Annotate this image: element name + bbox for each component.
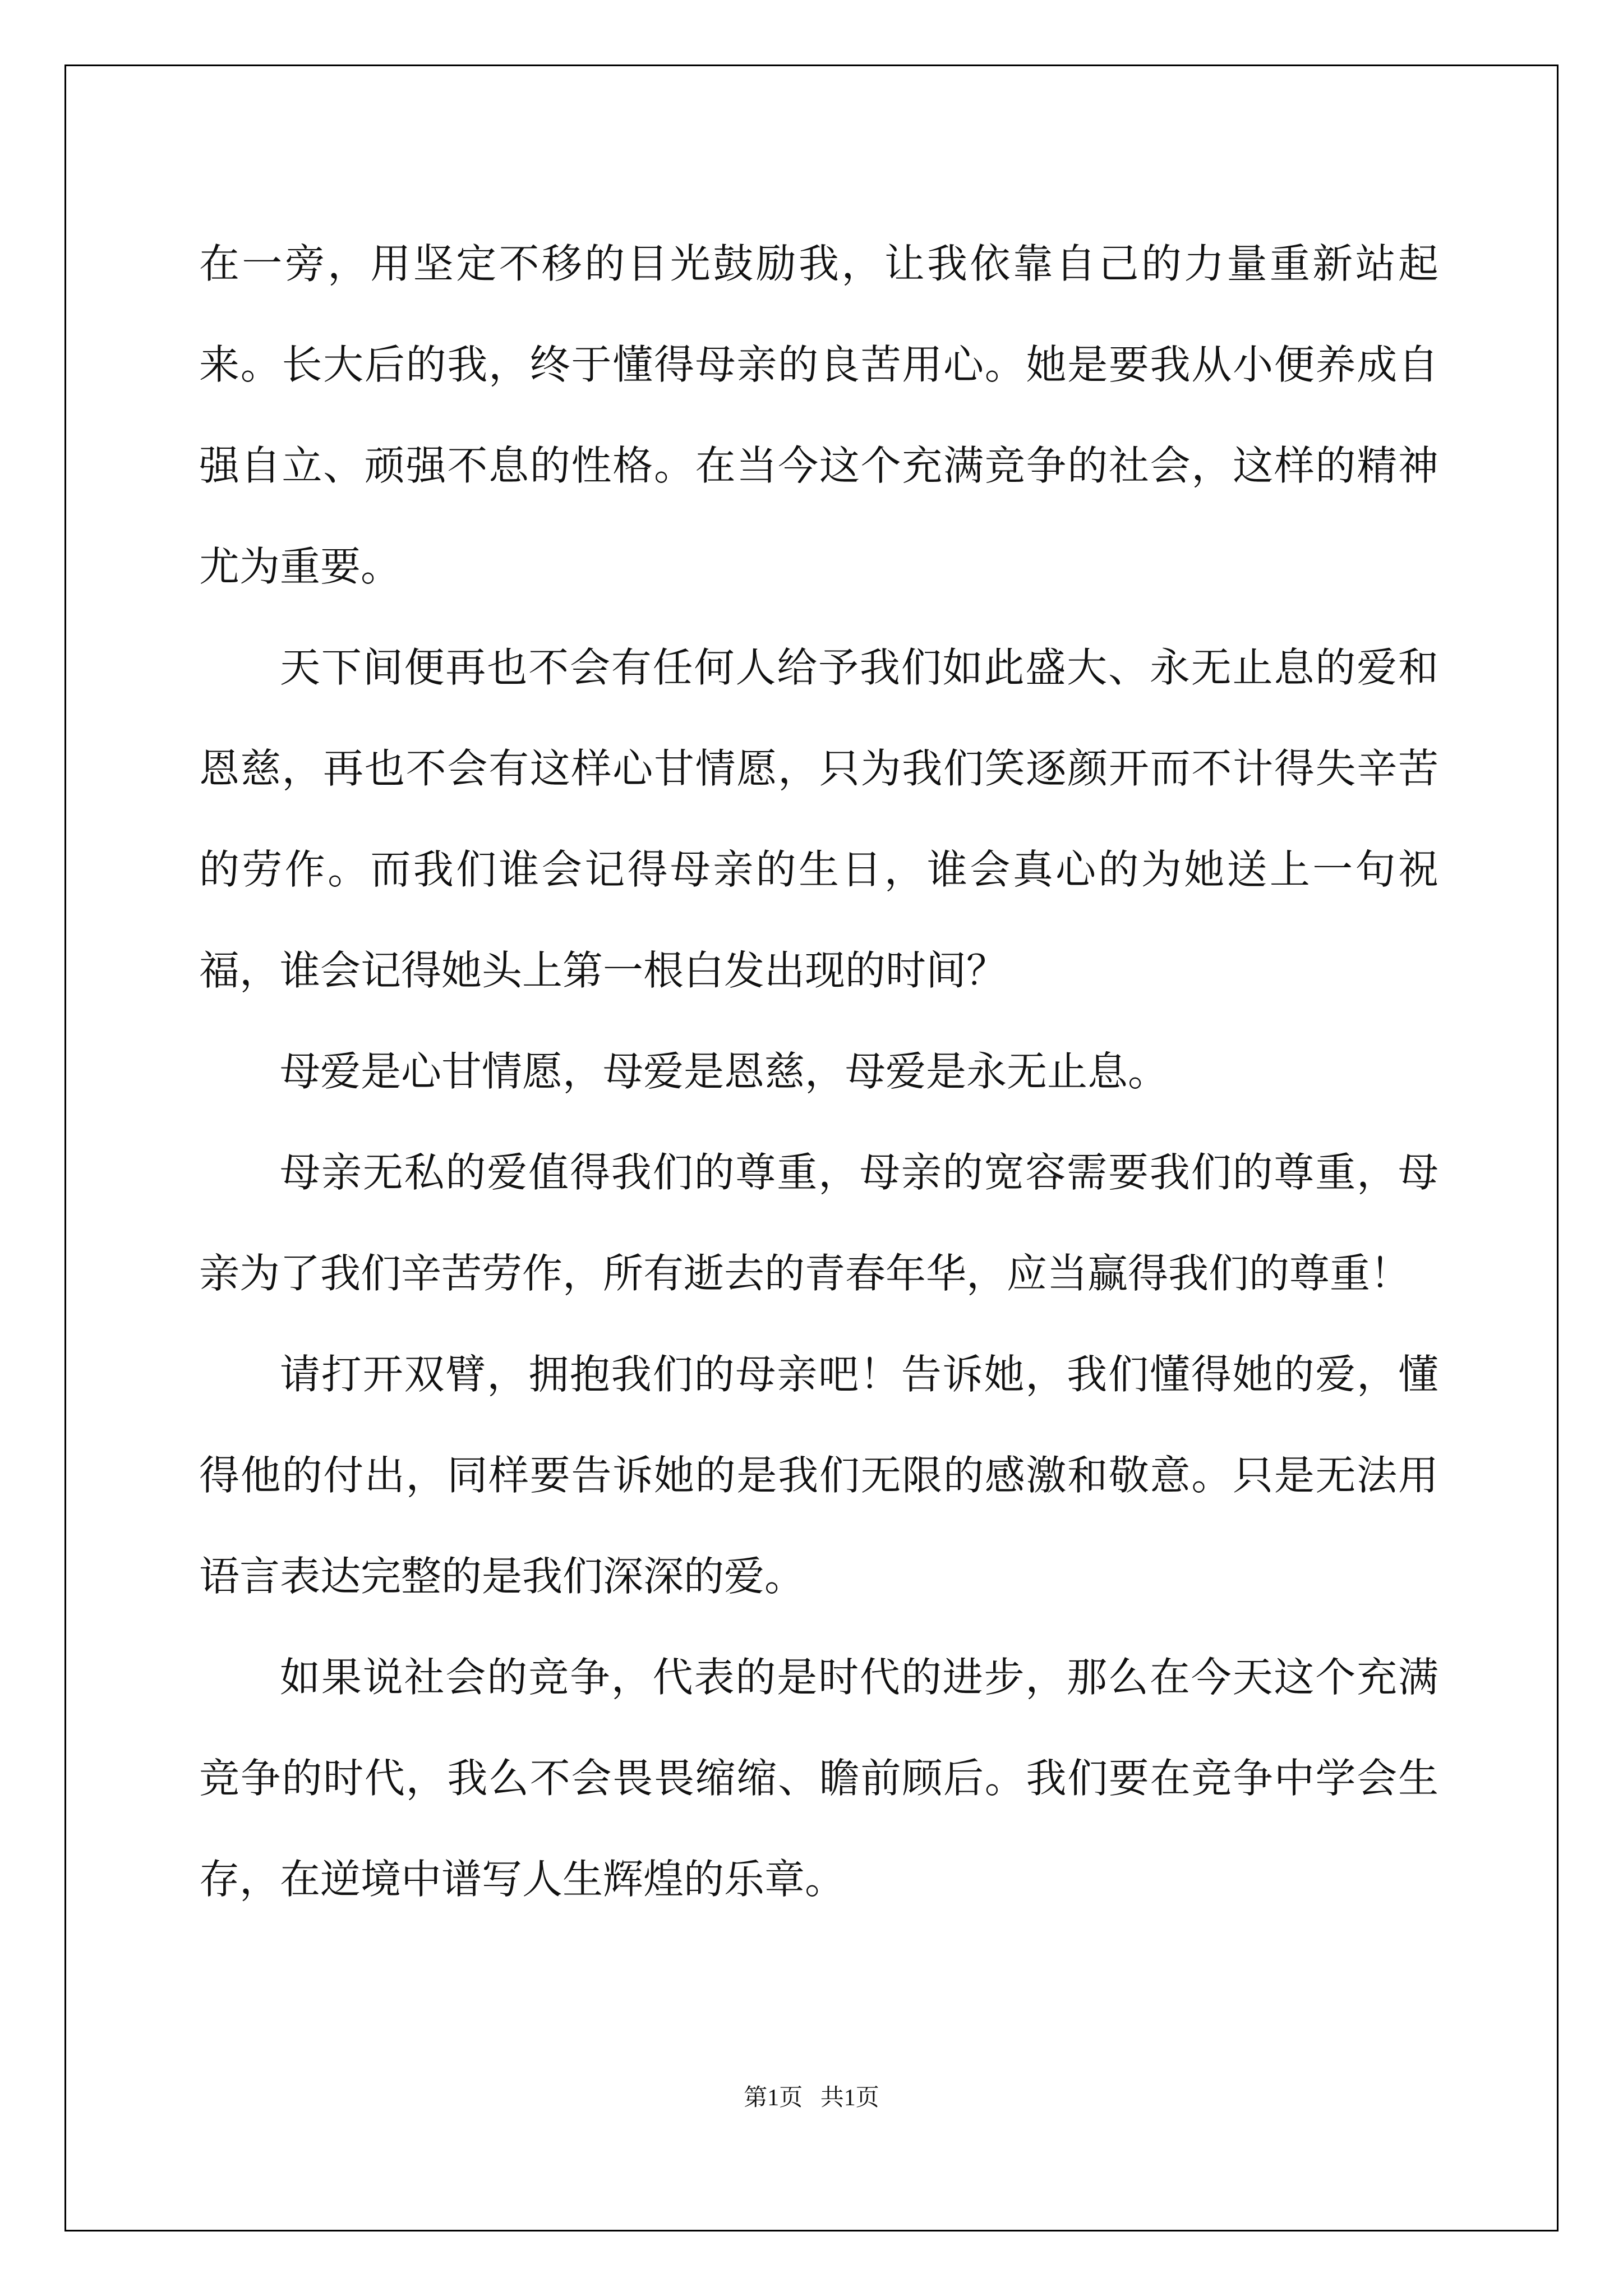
page-number-footer: 第1页 共1页 <box>744 2085 879 2111</box>
paragraph-4: 母亲无私的爱值得我们的尊重，母亲的宽容需要我们的尊重，母亲为了我们辛苦劳作，所有逝去的青春年华，应当赢得我们的尊重！ <box>199 1149 1438 1297</box>
document-body <box>199 213 1438 1930</box>
paragraph-5: 请打开双臂，拥抱我们的母亲吧！告诉她，我们懂得她的爱，懂得他的付出，同样要告诉她的是我们无限的感激和敬意。只是无法用语言表达完整的是我们深深的爱。 <box>199 1351 1438 1600</box>
paragraph-3: 母爱是心甘情愿，母爱是恩慈，母爱是永无止息。 <box>280 1048 1169 1095</box>
paragraph-2: 天下间便再也不会有任何人给予我们如此盛大、永无止息的爱和恩慈，再也不会有这样心甘情愿，只为我们笑逐颜开而不计得失辛苦的劳作。而我们谁会记得母亲的生日，谁会真心的为她送上一句祝福，谁会记得她头上第一根白发出现的时间？ <box>199 644 1438 994</box>
paragraph-6: 如果说社会的竞争，代表的是时代的进步，那么在今天这个充满竞争的时代，我么不会畏畏缩缩、瞻前顾后。我们要在竞争中学会生存，在逆境中谱写人生辉煌的乐章。 <box>199 1654 1438 1903</box>
paragraph-1: 在一旁，用坚定不移的目光鼓励我，让我依靠自己的力量重新站起来。长大后的我，终于懂得母亲的良苦用心。她是要我从小便养成自强自立、顽强不息的性格。在当今这个充满竞争的社会，这样的精神尤为重要。 <box>199 240 1438 590</box>
